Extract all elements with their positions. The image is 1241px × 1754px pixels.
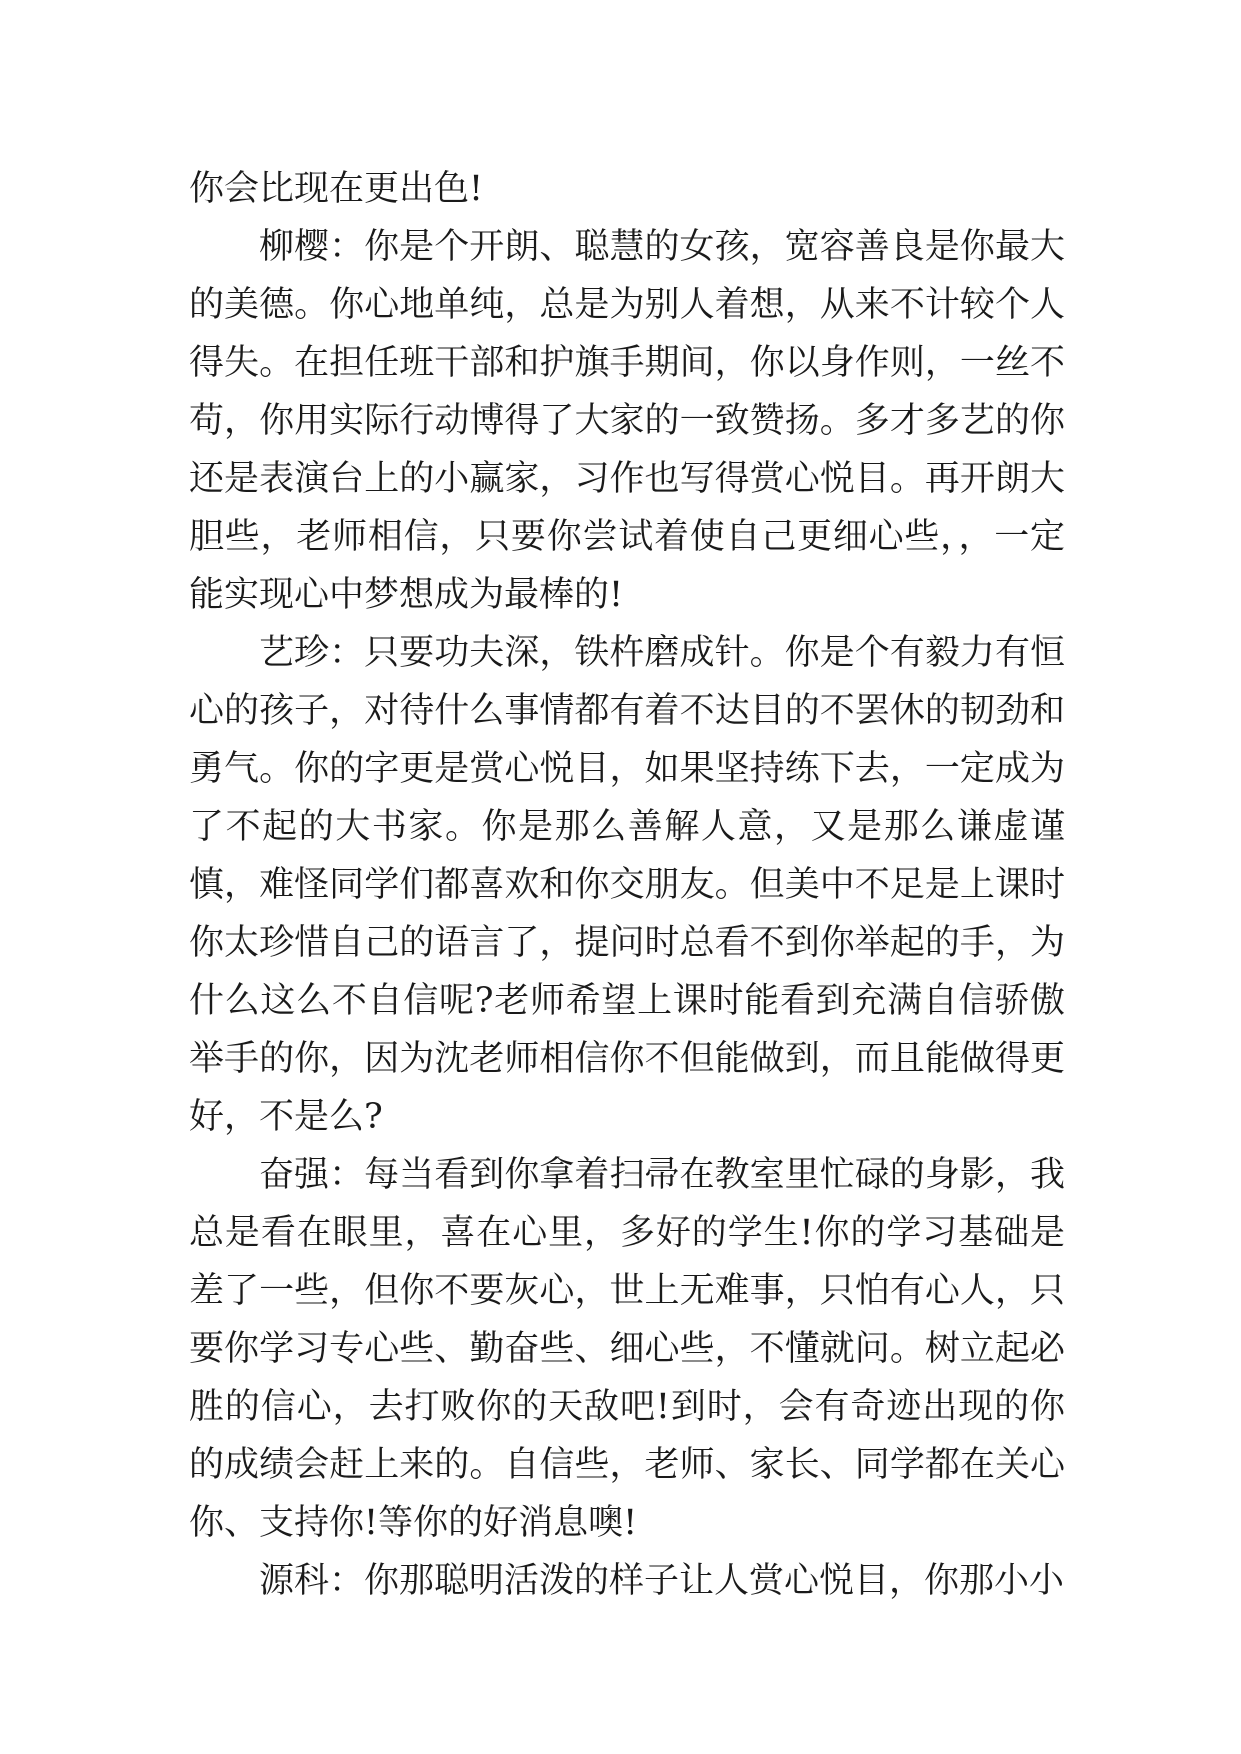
- paragraph-fenqiang: 奋强：每当看到你拿着扫帚在教室里忙碌的身影，我总是看在眼里，喜在心里，多好的学生!你的学习基础是差了一些，但你不要灰心，世上无难事，只怕有心人，只要你学习专心些、勤奋些、细心些，不懂就问。树立起必胜的信心，去打败你的天敌吧!到时，会有奇迹出现的你的成绩会赶上来的。自信些，老师、家长、同学都在关心你、支持你!等你的好消息噢!: [189, 1155, 1065, 1543]
- document-body: [189, 160, 1065, 1610]
- paragraph-yizhen: 艺珍：只要功夫深，铁杵磨成针。你是个有毅力有恒心的孩子，对待什么事情都有着不达目的不罢休的韧劲和勇气。你的字更是赏心悦目，如果坚持练下去，一定成为了不起的大书家。你是那么善解人意，又是那么谦虚谨慎，难怪同学们都喜欢和你交朋友。但美中不足是上课时你太珍惜自己的语言了，提问时总看不到你举起的手，为什么这么不自信呢?老师希望上课时能看到充满自信骄傲举手的你，因为沈老师相信你不但能做到，而且能做得更好，不是么?: [189, 633, 1065, 1137]
- paragraph-yuanke: 源科：你那聪明活泼的样子让人赏心悦目，你那小小: [259, 1561, 1065, 1601]
- paragraph-liuying: 柳樱：你是个开朗、聪慧的女孩，宽容善良是你最大的美德。你心地单纯，总是为别人着想，从来不计较个人得失。在担任班干部和护旗手期间，你以身作则，一丝不苟，你用实际行动博得了大家的一致赞扬。多才多艺的你还是表演台上的小赢家，习作也写得赏心悦目。再开朗大胆些，老师相信，只要你尝试着使自己更细心些，，一定能实现心中梦想成为最棒的!: [189, 227, 1065, 615]
- paragraph-continuation: 你会比现在更出色!: [189, 169, 484, 209]
